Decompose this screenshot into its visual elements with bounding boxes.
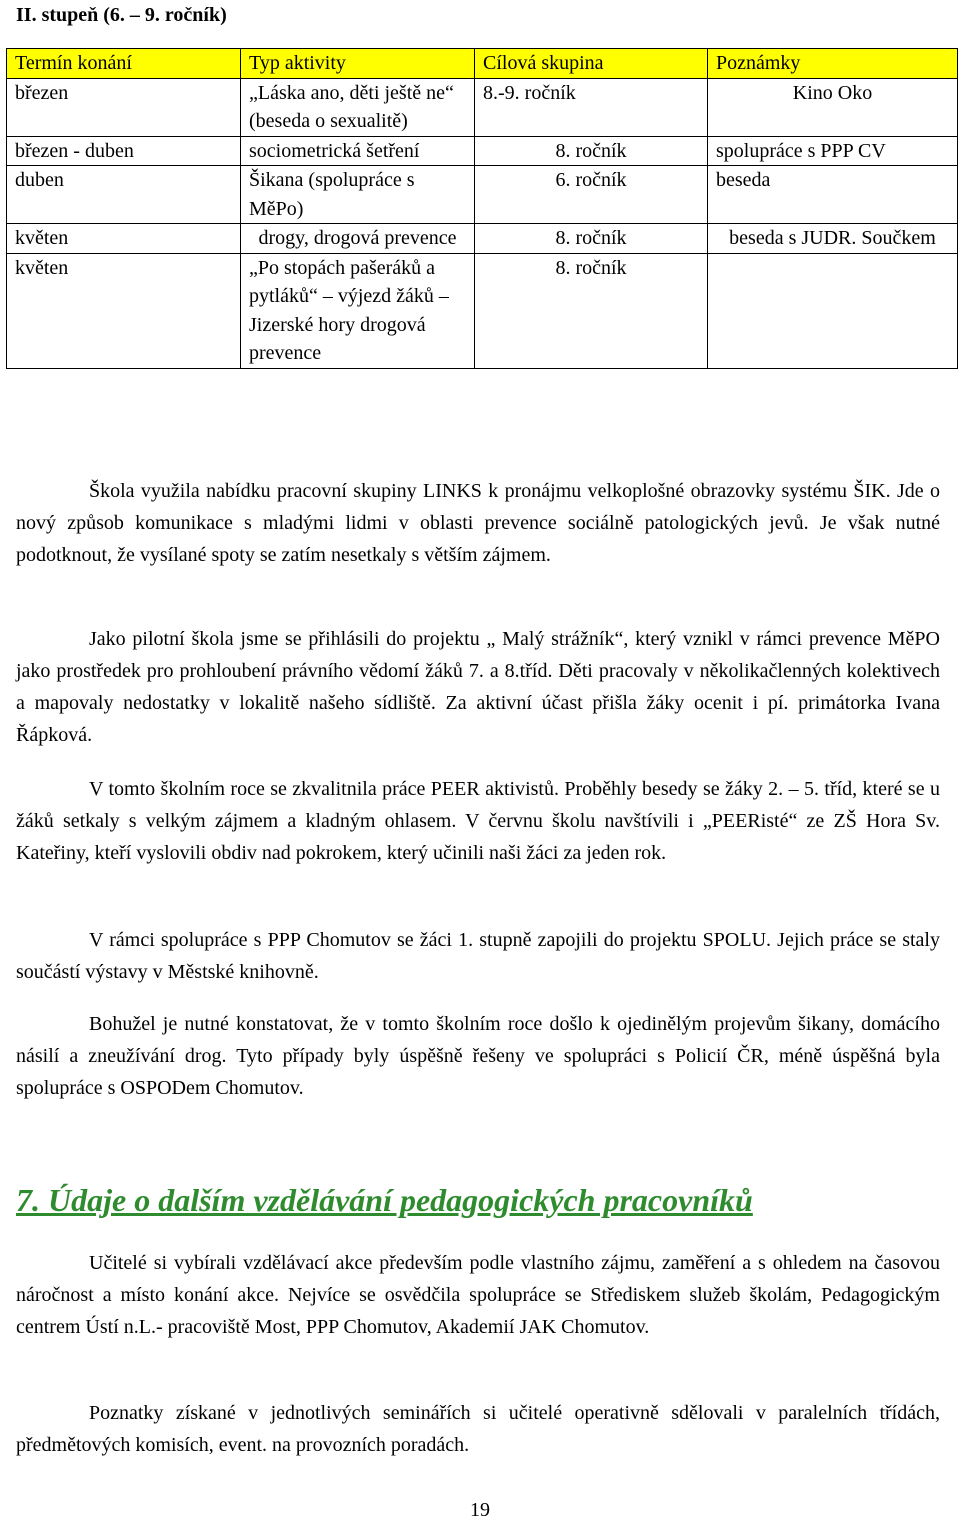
table-cell-activity: „Po stopách pašeráků a pytláků“ – výjezd žáků – Jizerské hory drogová prevence	[241, 253, 475, 368]
table-cell-target-group: 8. ročník	[475, 136, 708, 166]
paragraph-links: Škola využila nabídku pracovní skupiny LINKS k pronájmu velkoplošné obrazovky systému ŠIK. Jde o nový způsob komunikace s mladými lidmi v oblasti prevence sociálně patologických jevů. Je však nutné podotknout, že vysílané spoty se zatím nesetkaly s větším zájmem.	[16, 480, 940, 566]
table-cell-term: duben	[7, 166, 241, 224]
page-number: 19	[470, 1499, 490, 1521]
table-cell-notes: Kino Oko	[708, 78, 958, 136]
table-row	[7, 136, 958, 166]
paragraph-maly-straznik: Jako pilotní škola jsme se přihlásili do projektu „ Malý strážník“, který vznikl v rámci prevence MěPO jako prostředek pro prohloubení právního vědomí žáků 7. a 8.tříd. Děti pracovaly v několikačlenných kolektivech a mapovaly nedostatky v lokalitě našeho sídliště. Za aktivní účast přišla žáky ocenit i pí. primátorka Ivana Řápková.	[16, 628, 940, 746]
table-row	[7, 253, 958, 368]
column-header-target-group: Cílová skupina	[475, 49, 708, 79]
table-row	[7, 78, 958, 136]
activity-table	[6, 48, 958, 369]
paragraph-peer: V tomto školním roce se zkvalitnila práce PEER aktivistů. Proběhly besedy se žáky 2. – 5. tříd, které se u žáků setkaly s velkým zájmem a kladným ohlasem. V červnu školu navštívili i „PEERisté“ ze ZŠ Hora Sv. Kateřiny, kteří vyslovili obdiv nad pokrokem, který učinili naši žáci za jeden rok.	[16, 778, 940, 864]
table-cell-term: březen - duben	[7, 136, 241, 166]
table-cell-target-group: 8. ročník	[475, 253, 708, 368]
table-cell-notes: spolupráce s PPP CV	[708, 136, 958, 166]
table-cell-term: květen	[7, 253, 241, 368]
paragraph-sikana: Bohužel je nutné konstatovat, že v tomto školním roce došlo k ojedinělým projevům šikany, domácího násilí a zneužívání drog. Tyto případy byly úspěšně řešeny ve spolupráci s Policií ČR, méně úspěšná byla spolupráce s OSPODem Chomutov.	[16, 1013, 940, 1099]
table-row	[7, 224, 958, 254]
table-header-row	[7, 49, 958, 79]
table-cell-notes	[708, 253, 958, 368]
column-header-term: Termín konání	[7, 49, 241, 79]
table-cell-activity: Šikana (spolupráce s MěPo)	[241, 166, 475, 224]
table-cell-activity: drogy, drogová prevence	[241, 224, 475, 254]
paragraph-education: Učitelé si vybírali vzdělávací akce především podle vlastního zájmu, zaměření a s ohledem na časovou náročnost a místo konání akce. Nejvíce se osvědčila spolupráce se Střediskem služeb školám, Pedagogickým centrem Ústí n.L.- pracoviště Most, PPP Chomutov, Akademií JAK Chomutov.	[16, 1252, 940, 1338]
paragraph-knowledge: Poznatky získané v jednotlivých seminářích si učitelé operativně sdělovali v paralelních třídách, předmětových komisích, event. na provozních poradách.	[16, 1402, 940, 1456]
table-cell-notes: beseda s JUDR. Součkem	[708, 224, 958, 254]
table-row	[7, 166, 958, 224]
table-cell-activity: sociometrická šetření	[241, 136, 475, 166]
section-title: 7. Údaje o dalším vzdělávání pedagogických pracovníků	[16, 1182, 753, 1218]
table-cell-target-group: 6. ročník	[475, 166, 708, 224]
table-cell-target-group: 8. ročník	[475, 224, 708, 254]
table-cell-term: březen	[7, 78, 241, 136]
section-heading: II. stupeň (6. – 9. ročník)	[16, 4, 227, 26]
table-cell-term: květen	[7, 224, 241, 254]
table-cell-target-group: 8.-9. ročník	[475, 78, 708, 136]
table-cell-notes: beseda	[708, 166, 958, 224]
column-header-activity: Typ aktivity	[241, 49, 475, 79]
column-header-notes: Poznámky	[708, 49, 958, 79]
paragraph-spolu: V rámci spolupráce s PPP Chomutov se žáci 1. stupně zapojili do projektu SPOLU. Jejich práce se staly součástí výstavy v Městské knihovně.	[16, 929, 940, 983]
table-cell-activity: „Láska ano, děti ještě ne“ (beseda o sexualitě)	[241, 78, 475, 136]
